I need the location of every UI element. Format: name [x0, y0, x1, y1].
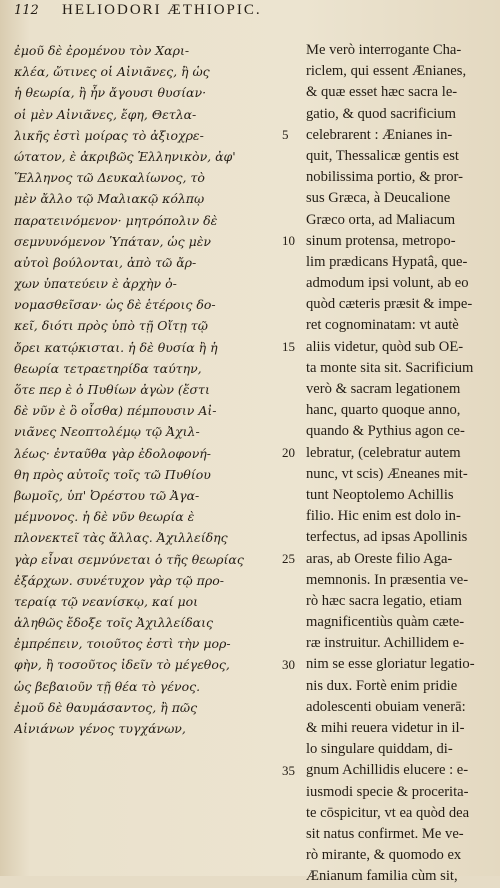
latin-line: quòd cæteris præsit & impe- [306, 296, 473, 313]
greek-line: ἐμοῦ δὲ ἐρομένου τὸν Χαρι- [14, 43, 190, 58]
latin-line: lebratur, (celebratur autem [306, 444, 461, 461]
greek-line: χων ὑπατεύειν ὲ ἀρχὴν ὀ- [14, 276, 177, 292]
greek-line: ἐμοῦ δὲ θαυμάσαντος, ἢ πῶς [14, 699, 198, 715]
latin-line: tunt Neoptolemo Achillis [306, 486, 454, 503]
greek-line: νιᾶνες Νεοπτολέμῳ τῷ Ἀχιλ- [14, 424, 200, 440]
line-number: 35 [282, 762, 295, 778]
greek-line: ὡς βεβαιοῦν τῇ θέα τὸ γένος. [14, 678, 201, 694]
line-number: 10 [282, 232, 295, 248]
line-number: 25 [282, 550, 295, 566]
latin-line: lim prædicans Hypatâ, que- [306, 253, 468, 270]
line-number: 15 [282, 338, 295, 354]
latin-line: sit natus confirmet. Me ve- [306, 825, 464, 842]
latin-line: aras, ab Oreste filio Aga- [306, 550, 453, 567]
latin-line: ta monte sita sit. Sacrificium [306, 359, 474, 376]
latin-line: nis dux. Fortè enim pridie [306, 677, 458, 694]
greek-line: κλέα, ὤτινες οἱ Αἰνιᾶνες, ἢ ὡς [14, 64, 210, 80]
greek-line: ἀληθῶς ἔδοξε τοῖς Ἀχιλλείδαις [14, 615, 214, 631]
greek-line: θη πρὸς αὐτοῖς τοῖς τῶ Πυθίου [14, 466, 211, 482]
latin-line: celebrarent : Ænianes in- [306, 126, 453, 143]
page-number: 112 [14, 2, 39, 18]
latin-line: lo singulare quiddam, di- [306, 741, 453, 758]
latin-line: nim se esse gloriatur legatio- [306, 656, 475, 673]
greek-line: ἐξάρχων. συνέτυχον γὰρ τῷ προ- [14, 572, 224, 588]
latin-line: Me verò interrogante Cha- [306, 42, 462, 58]
latin-line: verò & sacram legationem [306, 381, 461, 397]
greek-line: ώτατον, ὲ ἀκριβῶς Ἑλληνικὸν, ἀφ' [14, 148, 236, 164]
latin-line: nunc, vt scis) Æneanes mit- [306, 465, 468, 482]
latin-line: Ænianum familia cùm sit, [306, 868, 458, 885]
latin-line: gnum Achillidis elucere : e- [306, 762, 469, 779]
latin-line: filio. Hic enim est dolo in- [306, 508, 461, 525]
latin-line: sus Græca, à Deucalione [306, 190, 451, 207]
greek-line: τεραίᾳ τῷ νεανίσκῳ, καί μοι [14, 593, 198, 609]
latin-line: nobilissima portio, & pror- [306, 169, 463, 186]
greek-line: ὄρει κατῴκισται. ἡ δὲ θυσία ἢ ἡ [14, 339, 218, 355]
running-title: HELIODORI ÆTHIOPIC. [62, 1, 262, 18]
greek-line: λέως· ἐνταῦθα γὰρ ἐδολοφονή- [14, 445, 212, 461]
latin-line: rò mirante, & quomodo ex [306, 847, 462, 864]
page-header [14, 0, 490, 20]
greek-line: γὰρ εἶναι σεμνύνεται ὁ τῆς θεωρίας [14, 551, 244, 567]
greek-line: μέμνονος. ἡ δὲ νῦν θεωρία ὲ [14, 509, 195, 525]
greek-line: σεμνυνόμενον Ὑπάταν, ὡς μὲν [14, 233, 212, 249]
greek-line: νομασθεῖσαν· ὡς δὲ ἑτέροις δο- [14, 297, 216, 313]
greek-line: πλονεκτεῖ τὰς ἄλλας. Ἀχιλλείδης [14, 530, 228, 546]
line-number: 20 [282, 444, 295, 460]
greek-line: ἐμπρέπειν, τοιοῦτος ἐστὶ τὴν μορ- [14, 636, 231, 652]
greek-line: θεωρία τετραετηρίδα ταύτην, [14, 360, 202, 376]
latin-line: iusmodi specie & procerita- [306, 783, 469, 800]
latin-line: & mihi reuera videtur in il- [306, 720, 465, 736]
latin-line: magnificentiùs quàm cæte- [306, 614, 465, 631]
latin-line: memnonis. In præsentia ve- [306, 571, 469, 588]
latin-line: & quæ esset hæc sacra le- [306, 84, 458, 101]
greek-line: Ἕλληνος τῶ Δευκαλίωνος, τὸ [14, 170, 205, 186]
greek-line: λικῆς ἐστὶ μοίρας τὸ ἀξιοχρε- [14, 127, 204, 143]
latin-line: quit, Thessalicæ gentis est [306, 147, 459, 164]
greek-line: φὴν, ἢ τοσοῦτος ἰδεῖν τὸ μέγεθος, [14, 657, 230, 673]
latin-line: adolescenti obuiam venerā: [306, 698, 466, 715]
greek-line: ἡ θεωρία, ἢ ἦν ἄγουσι θυσίαν· [14, 85, 207, 101]
greek-line: Αἰνιάνων γένος τυγχάνων, [14, 721, 186, 736]
latin-line: sinum protensa, metropo- [306, 232, 456, 249]
latin-line: terfectus, ad ipsas Apollinis [306, 529, 468, 546]
latin-line: admodum ipsi volunt, ab eo [306, 275, 469, 292]
greek-line: ὅτε περ ὲ ὁ Πυθίων ἀγὼν (ἔστι [14, 382, 210, 397]
latin-line: rò hæc sacra legatio, etiam [306, 592, 463, 609]
greek-line: βωμοῖς, ὑπ' Ὀρέστου τῶ Ἀγα- [14, 487, 200, 503]
greek-line: κεῖ, διότι πρὸς ὑπὸ τῇ Οἴτῃ τῷ [14, 318, 208, 334]
latin-line: hanc, quarto quoque anno, [306, 402, 461, 419]
greek-text-column [14, 40, 276, 739]
latin-line: te cōspicitur, vt ea quòd dea [306, 804, 470, 821]
line-number: 5 [282, 126, 289, 142]
latin-line: ret cognominatam: vt autè [306, 317, 459, 334]
latin-line: Græco orta, ad Maliacum [306, 211, 456, 228]
greek-line: δὲ νῦν ὲ ὃ οἶσθα) πέμπουσιν Αἰ- [14, 403, 217, 419]
latin-line: gatio, & quod sacrificium [306, 105, 456, 122]
greek-line: παρατεινόμενον· μητρόπολιν δὲ [14, 212, 218, 228]
greek-line: μὲν ἄλλο τῷ Μαλιακῷ κόλπῳ [14, 191, 205, 207]
latin-line: quando & Pythius agon ce- [306, 423, 465, 440]
latin-line: aliis videtur, quòd sub OE- [306, 338, 464, 355]
latin-text-column [306, 40, 492, 888]
latin-line: riclem, qui essent Ænianes, [306, 63, 467, 80]
latin-line: ræ instruitur. Achillidem e- [306, 635, 465, 652]
line-number: 30 [282, 656, 295, 672]
greek-line: οἱ μὲν Αἰνιᾶνες, ἔφη, Θετλα- [14, 106, 197, 122]
greek-line: αὐτοὶ βούλονται, ἀπὸ τῶ ἄρ- [14, 254, 197, 270]
